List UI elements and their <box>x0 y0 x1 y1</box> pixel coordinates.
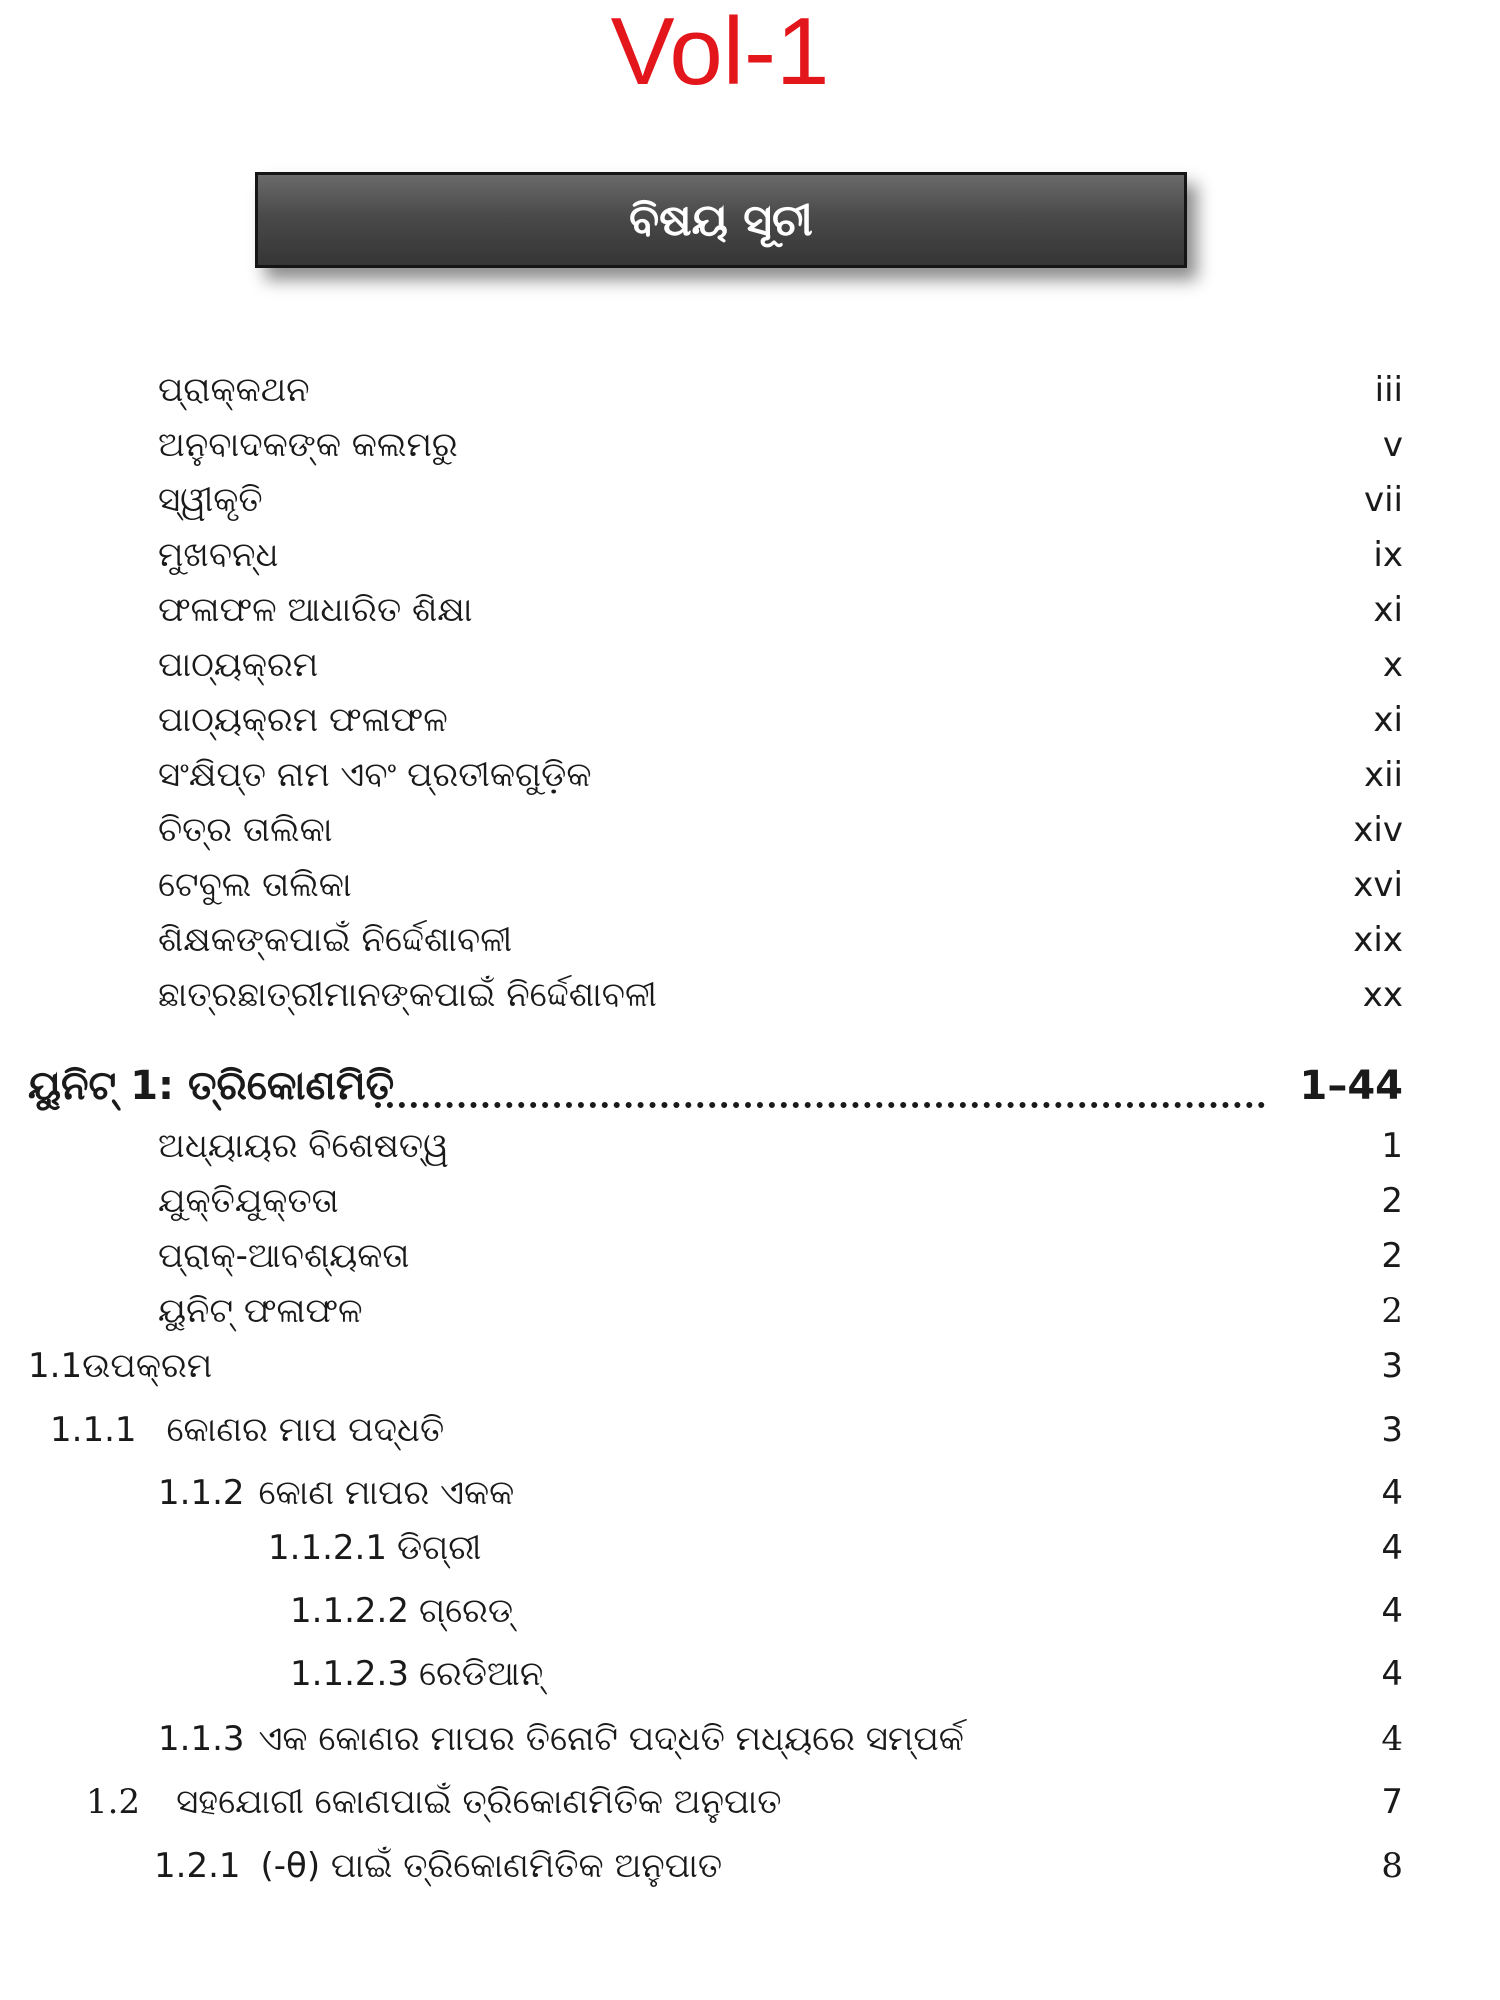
section-number: 1.1.2.2 <box>290 1591 409 1631</box>
volume-label: Vol-1 <box>610 0 830 105</box>
toc-entry-page: 4 <box>1381 1719 1403 1759</box>
section-title: କୋଣର ମାପ ପଦ୍ଧତି <box>166 1410 445 1450</box>
toc-section[interactable] <box>0 1587 1500 1635</box>
toc-entry-page: 2 <box>1381 1236 1403 1276</box>
section-number: 1.1 <box>28 1346 83 1386</box>
section-number: 1.1.1 <box>50 1410 137 1450</box>
toc-section[interactable] <box>0 1469 1500 1517</box>
dot-leader <box>375 1092 1265 1108</box>
section-title: ଗ୍ରେଡ୍ <box>418 1591 514 1631</box>
toc-section[interactable] <box>0 1715 1500 1763</box>
toc-entry[interactable] <box>0 586 1500 634</box>
toc-entry-label: ଚିତ୍ର ତାଲିକା <box>158 810 333 850</box>
section-number: 1.1.2.3 <box>290 1654 409 1694</box>
toc-entry-page: xii <box>1363 755 1403 795</box>
toc-entry-page: iii <box>1374 370 1403 410</box>
toc-entry[interactable] <box>0 531 1500 579</box>
contents-title-banner <box>255 172 1187 268</box>
toc-section[interactable] <box>0 1524 1500 1572</box>
toc-entry-page: ix <box>1373 535 1403 575</box>
toc-entry[interactable] <box>0 366 1500 414</box>
toc-entry-label: ଟେବୁଲ ତାଲିକା <box>158 865 352 905</box>
section-number: 1.2.1 <box>154 1846 241 1886</box>
toc-entry-label: ୟୁନିଟ୍ ଫଳାଫଳ <box>158 1291 363 1331</box>
section-title: କୋଣ ମାପର ଏକକ <box>258 1473 515 1513</box>
toc-section-label <box>290 1587 513 1635</box>
toc-entry[interactable] <box>0 971 1500 1019</box>
toc-entry-page: xi <box>1373 700 1403 740</box>
toc-entry[interactable] <box>0 806 1500 854</box>
toc-section[interactable] <box>0 1342 1500 1390</box>
toc-entry-label: ପ୍ରାକ୍-ଆବଶ୍ୟକତା <box>158 1236 410 1276</box>
toc-entry-page: xi <box>1373 590 1403 630</box>
toc-entry[interactable] <box>0 751 1500 799</box>
section-title: ସହଯୋଗୀ କୋଣପାଇଁ ତ୍ରିକୋଣମିତିକ ଅନୁପାତ <box>176 1782 782 1822</box>
toc-section[interactable] <box>0 1406 1500 1454</box>
toc-entry[interactable] <box>0 1232 1500 1280</box>
toc-section-label <box>50 1406 444 1454</box>
section-title: (-θ) ପାଇଁ ତ୍ରିକୋଣମିତିକ ଅନୁପାତ <box>260 1846 723 1886</box>
unit-title: ୟୁନିଟ୍ 1: ତ୍ରିକୋଣମିତି <box>28 1063 395 1109</box>
toc-entry-page: xix <box>1353 920 1403 960</box>
toc-section-label <box>154 1842 722 1890</box>
toc-entry[interactable] <box>0 696 1500 744</box>
section-title: ଉପକ୍ରମ <box>82 1346 213 1386</box>
section-title: ରେଡିଆନ୍ <box>418 1654 544 1694</box>
section-number: 1.1.2 <box>158 1473 245 1513</box>
unit-heading[interactable] <box>0 1062 1500 1110</box>
toc-entry-label: ଛାତ୍ରଛାତ୍ରୀମାନଙ୍କପାଇଁ ନିର୍ଦ୍ଦେଶାବଳୀ <box>158 975 657 1015</box>
toc-section-label <box>86 1778 781 1826</box>
toc-entry-page: 7 <box>1381 1782 1403 1822</box>
toc-section-label <box>268 1524 481 1572</box>
toc-entry[interactable] <box>0 1177 1500 1225</box>
toc-entry[interactable] <box>0 861 1500 909</box>
toc-entry-label: ପାଠ୍ୟକ୍ରମ ଫଳାଫଳ <box>158 700 448 740</box>
toc-entry-page: xiv <box>1353 810 1403 850</box>
toc-entry[interactable] <box>0 1122 1500 1170</box>
section-title: ଡିଗ୍ରୀ <box>396 1528 482 1568</box>
toc-section-label <box>290 1650 543 1698</box>
section-number: 1.1.3 <box>158 1719 245 1759</box>
unit-pages: 1–44 <box>1299 1063 1403 1109</box>
toc-section[interactable] <box>0 1842 1500 1890</box>
toc-entry-label: ଶିକ୍ଷକଙ୍କପାଇଁ ନିର୍ଦ୍ଦେଶାବଳୀ <box>158 920 513 960</box>
toc-section-label <box>158 1715 964 1763</box>
section-title: ଏକ କୋଣର ମାପର ତିନୋଟି ପଦ୍ଧତି ମଧ୍ୟରେ ସମ୍ପର୍କ <box>258 1719 964 1759</box>
toc-entry-page: 3 <box>1381 1346 1403 1386</box>
toc-entry-page: 1 <box>1381 1126 1403 1166</box>
toc-entry-label: ମୁଖବନ୍ଧ <box>158 535 279 575</box>
toc-entry[interactable] <box>0 1287 1500 1335</box>
toc-entry[interactable] <box>0 916 1500 964</box>
toc-entry-page: xx <box>1362 975 1403 1015</box>
toc-entry-page: 8 <box>1381 1846 1403 1886</box>
contents-title: ବିଷୟ ସୂଚୀ <box>629 194 813 246</box>
toc-entry-page: 4 <box>1381 1591 1403 1631</box>
toc-entry[interactable] <box>0 641 1500 689</box>
toc-section[interactable] <box>0 1650 1500 1698</box>
toc-entry-page: 4 <box>1381 1473 1403 1513</box>
toc-section-label <box>158 1469 514 1517</box>
toc-entry-label: ଅନୁବାଦକଙ୍କ କଲମରୁ <box>158 425 458 465</box>
toc-entry-label: ସ୍ୱୀକୃତି <box>158 480 263 520</box>
toc-entry-label: ପାଠ୍ୟକ୍ରମ <box>158 645 319 685</box>
toc-entry-page: x <box>1382 645 1403 685</box>
toc-entry-page: xvi <box>1353 865 1403 905</box>
toc-entry-page: 4 <box>1381 1654 1403 1694</box>
toc-entry-label: ସଂକ୍ଷିପ୍ତ ନାମ ଏବଂ ପ୍ରତୀକଗୁଡ଼ିକ <box>158 755 592 795</box>
toc-entry[interactable] <box>0 476 1500 524</box>
toc-entry[interactable] <box>0 421 1500 469</box>
toc-entry-label: ଯୁକ୍ତିଯୁକ୍ତତା <box>158 1181 339 1221</box>
section-number: 1.2 <box>86 1782 141 1822</box>
toc-entry-label: ଫଳାଫଳ ଆଧାରିତ ଶିକ୍ଷା <box>158 590 473 630</box>
toc-section-label <box>28 1342 212 1390</box>
toc-entry-page: 4 <box>1381 1528 1403 1568</box>
toc-entry-page: 2 <box>1381 1181 1403 1221</box>
toc-entry-page: 3 <box>1381 1410 1403 1450</box>
toc-section[interactable] <box>0 1778 1500 1826</box>
toc-entry-label: ଅଧ୍ୟାୟର ବିଶେଷତ୍ୱ <box>158 1126 449 1166</box>
toc-entry-page: v <box>1382 425 1403 465</box>
section-number: 1.1.2.1 <box>268 1528 387 1568</box>
toc-entry-label: ପ୍ରାକ୍‌କଥନ <box>158 370 310 410</box>
toc-entry-page: vii <box>1363 480 1403 520</box>
toc-entry-page: 2 <box>1381 1291 1403 1331</box>
